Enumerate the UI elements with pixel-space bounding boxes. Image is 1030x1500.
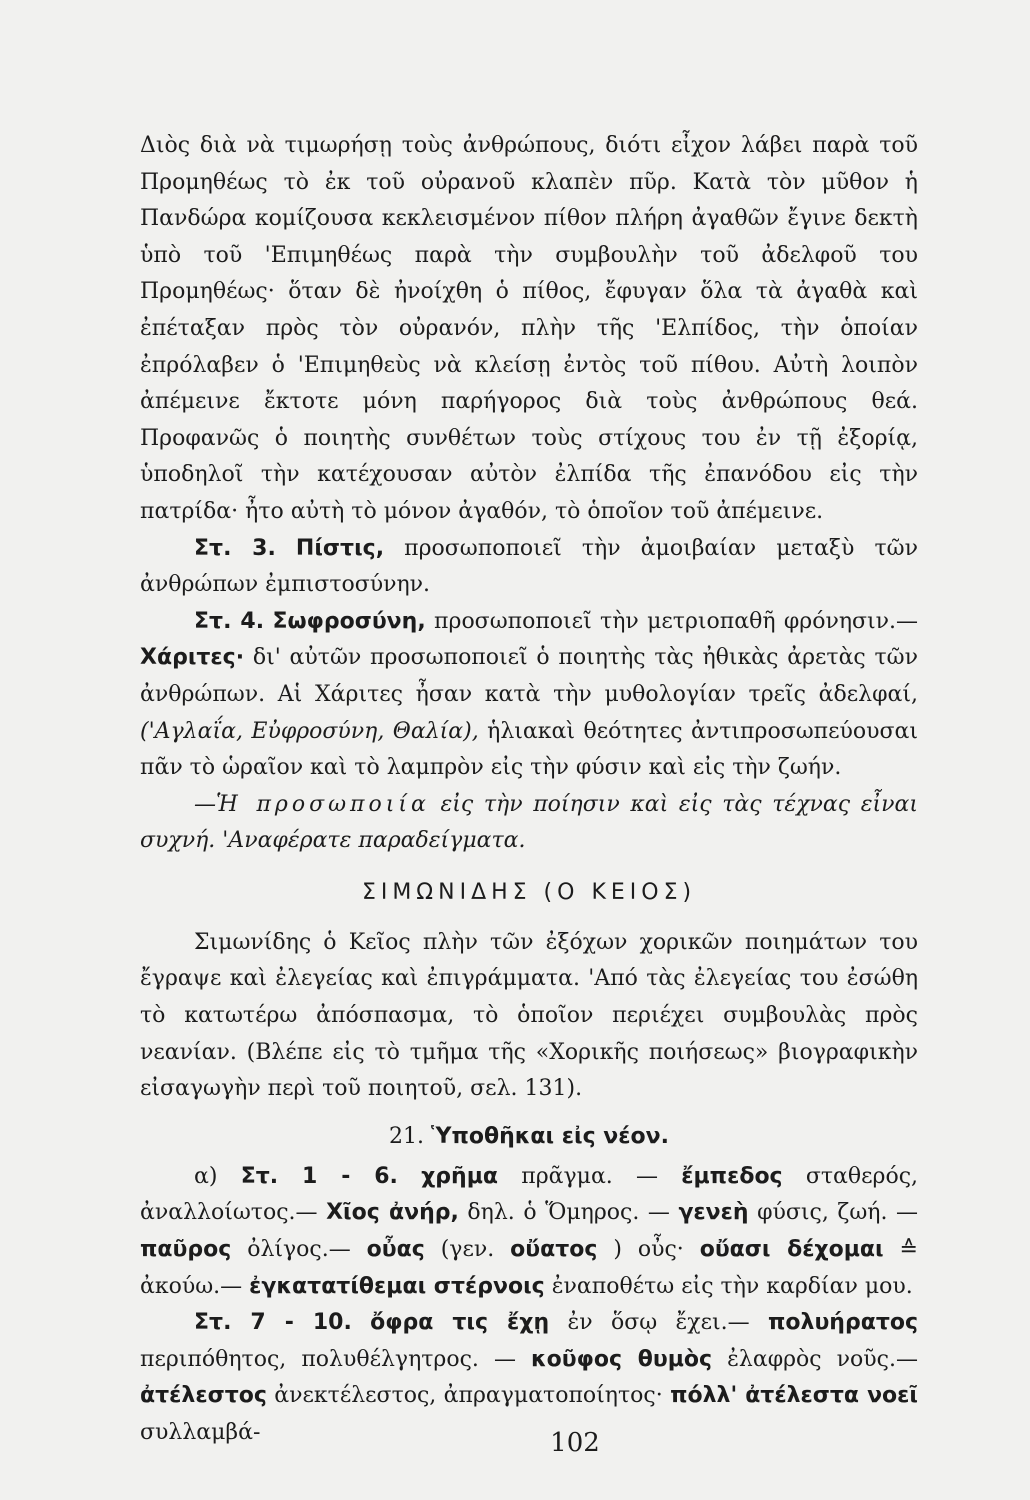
note-st3 <box>140 531 918 604</box>
notes-a-term-6b: οὔατος <box>510 1237 598 1263</box>
note-st4-label: Στ. 4. <box>194 608 265 634</box>
notes-a-def-1: πρᾶγμα. — <box>521 1163 659 1189</box>
notes-a-term-5: παῦρος <box>140 1237 232 1263</box>
notes-a-term-7: οὔασι δέχομαι <box>699 1237 884 1263</box>
poem-number: 21. <box>389 1123 425 1149</box>
notes-a-term-3: Χῖος ἀνήρ, <box>326 1200 459 1226</box>
notes-a-term-2: ἔμπεδος <box>681 1163 783 1189</box>
notes-a-def-8: ἐναποθέτω εἰς τὴν καρδίαν μου. <box>551 1273 913 1299</box>
notes-a-def-4: φύσις, ζωή. — <box>757 1200 919 1226</box>
intro-paragraph <box>140 128 918 531</box>
poem-heading <box>140 1124 918 1149</box>
note-st3-label: Στ. 3. <box>194 535 276 561</box>
notes-a-term-8: ἐγκατατίθεμαι στέρνοις <box>249 1273 545 1299</box>
notes-a-term-4: γενεὴ <box>678 1200 749 1226</box>
notes-b-term-3: κοῦφος θυμὸς <box>531 1346 713 1372</box>
notes-b-term-5: πόλλ' ἀτέλεστα νοεῖ <box>670 1383 918 1409</box>
note-st4-text2: δι' αὐτῶν προσωποποιεῖ ὁ ποιητὴς τὰς ἠθικὰς ἀρετὰς τῶν ἀνθρώπων. Αἱ Χάριτες ἦσαν κατὰ τὴν μυθολογίαν τρεῖς ἀδελφαί, <box>140 645 918 707</box>
notes-a-term-6: οὖας <box>366 1237 425 1263</box>
notes-a-def-6a: (γεν. <box>440 1237 495 1263</box>
exercise-paragraph <box>140 787 918 860</box>
note-st3-term: Πίστις, <box>295 535 385 561</box>
notes-b-def-5: συλλαμβά- <box>140 1420 261 1445</box>
note-st4-term2: Χάριτες· <box>140 645 245 671</box>
notes-a-def-5: ὀλίγος.— <box>247 1237 351 1263</box>
notes-b-def-4: ἀνεκτέλεστος, ἀπραγματοποίητος· <box>274 1383 663 1409</box>
note-st3-text: προσωποποιεῖ τὴν ἀμοιβαίαν μεταξὺ τῶν ἀνθρώπων ἐμπιστοσύνην. <box>140 535 918 598</box>
notes-a-def-3: δηλ. ὁ Ὅμηρος. — <box>467 1200 670 1226</box>
notes-b-term-1: ὄφρα τις ἔχῃ <box>370 1310 550 1336</box>
note-st4-text1: προσωποποιεῖ τὴν μετριοπαθῆ φρόνησιν.— <box>434 608 919 634</box>
notes-a-paragraph <box>140 1159 918 1305</box>
intro-text: Διὸς διὰ νὰ τιμωρήσῃ τοὺς ἀνθρώπους, διότι εἶχον λάβει παρὰ τοῦ Προμηθέως τὸ ἐκ τοῦ οὐρανοῦ κλαπὲν πῦρ. Κατὰ τὸν μῦθον ἡ Πανδώρα κομίζουσα κεκλεισμένον πίθον πλήρη ἀγαθῶν ἔγινε δεκτὴ ὑπὸ τοῦ 'Επιμηθέως παρὰ τὴν συμβουλὴν τοῦ ἀδελφοῦ του Προμηθέως· ὅταν δὲ ἠνοίχθη ὁ πίθος, ἔφυγαν ὅλα τὰ ἀγαθὰ καὶ ἐπέταξαν πρὸς τὸν οὐρανόν, πλὴν τῆς 'Ελπίδος, τὴν ὁποίαν ἐπρόλαβεν ὁ 'Επιμηθεὺς νὰ κλείσῃ ἐντὸς τοῦ πίθου. Αὐτὴ λοιπὸν ἀπέμεινε ἔκτοτε μόνη παρήγορος διὰ τοὺς ἀνθρώπους θεά. Προφανῶς ὁ ποιητὴς συνθέτων τοὺς στίχους του ἐν τῇ ἐξορίᾳ, ὑποδηλοῖ τὴν κατέχουσαν αὐτὸν ἐλπίδα τῆς ἐπανόδου εἰς τὴν πατρίδα· ἦτο αὐτὴ τὸ μόνον ἀγαθόν, τὸ ὁποῖον τοῦ ἀπέμεινε. <box>140 133 918 524</box>
poem-title: Ὑποθῆκαι εἰς νέον. <box>431 1123 669 1149</box>
page-number: 102 <box>550 1428 600 1458</box>
note-st4-term: Σωφροσύνη, <box>272 608 426 634</box>
notes-a-def-2: σταθερός, ἀναλλοίωτος.— <box>140 1163 919 1226</box>
notes-b-term-4: ἀτέλεστος <box>140 1383 267 1409</box>
notes-a-def-6b: ) οὖς· <box>613 1237 684 1263</box>
exercise-rest: εἰς τὴν ποίησιν καὶ εἰς τὰς τέχνας εἶναι συχνή. 'Αναφέρατε παραδείγματα. <box>140 791 918 854</box>
notes-b-label: Στ. 7 - 10. <box>194 1310 352 1336</box>
notes-b-def-1: ἐν ὅσῳ ἔχει.— <box>567 1310 750 1336</box>
notes-a-prefix: α) <box>194 1163 218 1189</box>
exercise-spaced-term: Ἡ προσωποιία <box>216 791 430 817</box>
notes-a-label: Στ. 1 - 6. <box>240 1163 398 1189</box>
notes-b-term-2: πολυήρατος <box>768 1310 919 1336</box>
note-st4 <box>140 604 918 787</box>
simonides-paragraph <box>140 925 918 1108</box>
section-heading: ΣΙΜΩΝΙΔΗΣ (Ο ΚΕΙΟΣ) <box>361 879 697 905</box>
exercise-prefix: — <box>194 791 216 817</box>
note-st4-text3: ἡλιακαὶ θεότητες ἀντιπροσωπεύουσαι πᾶν τὸ ὡραῖον καὶ τὸ λαμπρὸν εἰς τὴν φύσιν καὶ εἰς τὴν ζωήν. <box>140 718 918 781</box>
simonides-text: Σιμωνίδης ὁ Κεῖος πλὴν τῶν ἐξόχων χορικῶν ποιημάτων του ἔγραψε καὶ ἐλεγείας καὶ ἐπιγράμματα. 'Από τὰς ἐλεγείας του ἐσώθη τὸ κατωτέρω ἀπόσπασμα, τὸ ὁποῖον περιέχει συμβουλὰς πρὸς νεανίαν. (Βλέπε εἰς τὸ τμῆμα τῆς «Χορικῆς ποιήσεως» βιογραφικὴν εἰσαγωγὴν περὶ τοῦ ποιητοῦ, σελ. 131). <box>140 929 918 1102</box>
notes-a-def-7: ≙ ἀκούω.— <box>140 1237 918 1299</box>
notes-b-def-3: ἐλαφρὸς νοῦς.— <box>727 1346 918 1372</box>
notes-b-def-2: περιπόθητος, πολυθέλγητρος. — <box>140 1346 516 1372</box>
notes-a-term-1: χρῆμα <box>421 1163 499 1189</box>
note-st4-names: ('Αγλαΐα, Εὐφροσύνη, Θαλία), <box>140 718 479 744</box>
